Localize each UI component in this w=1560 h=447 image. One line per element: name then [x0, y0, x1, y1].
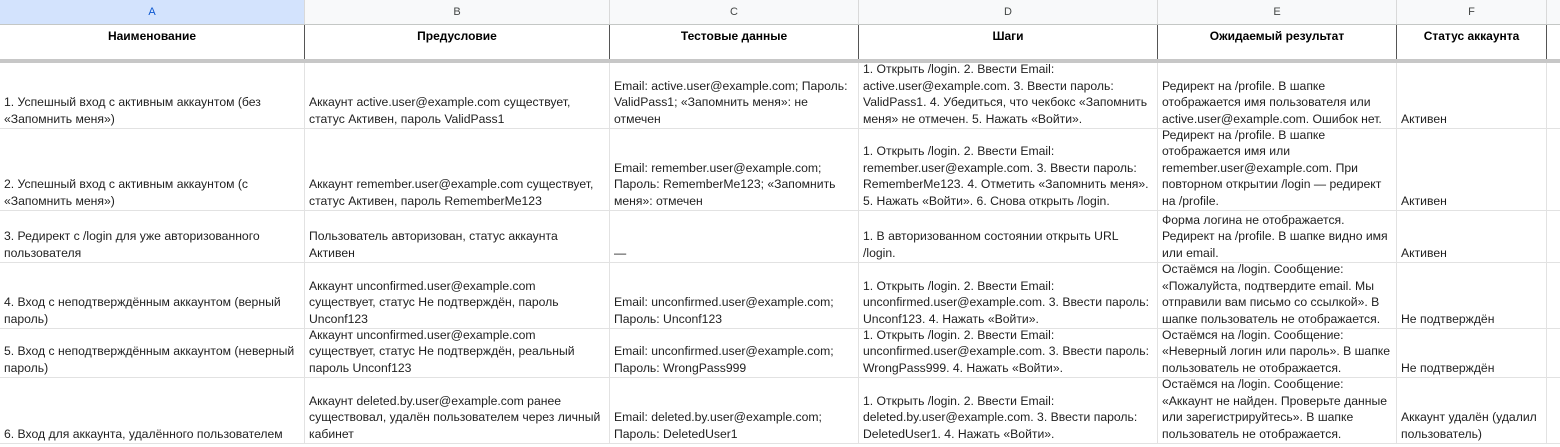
cell-steps[interactable]: 1. Открыть /login. 2. Ввести Email: active.user@example.com. 3. Ввести пароль: ValidPass1. 4. Убедиться, что чекбокс «Запомнить меня» не отмечен. 5. Нажать «Войти».: [859, 63, 1158, 128]
column-header-a[interactable]: A: [0, 0, 305, 24]
table-row: [0, 63, 1560, 129]
cell-expected-result[interactable]: Остаёмся на /login. Сообщение: «Неверный логин или пароль». В шапке пользователь не отображается.: [1158, 329, 1397, 377]
cell-account-status[interactable]: Аккаунт удалён (удалил пользователь): [1397, 378, 1547, 443]
table-row: [0, 211, 1560, 263]
cell-expected-result[interactable]: Редирект на /profile. В шапке отображается имя или remember.user@example.com. При повторном открытии /login — редирект на /profile.: [1158, 129, 1397, 210]
cell-expected-result[interactable]: Редирект на /profile. В шапке отображается имя пользователя или active.user@example.com. Ошибок нет.: [1158, 63, 1397, 128]
cell-expected-result[interactable]: Форма логина не отображается. Редирект на /profile. В шапке видно имя или email.: [1158, 211, 1397, 262]
column-header-bar: [0, 0, 1560, 25]
column-header-d[interactable]: D: [859, 0, 1158, 24]
header-expected-result[interactable]: Ожидаемый результат: [1158, 25, 1397, 59]
header-name[interactable]: Наименование: [0, 25, 305, 59]
table-header-row: [0, 25, 1560, 59]
cell-name[interactable]: 4. Вход с неподтверждённым аккаунтом (верный пароль): [0, 263, 305, 328]
cell-precondition[interactable]: Аккаунт unconfirmed.user@example.com существует, статус Не подтверждён, пароль Unconf123: [305, 263, 610, 328]
header-account-status[interactable]: Статус аккаунта: [1397, 25, 1547, 59]
cell-account-status[interactable]: Не подтверждён: [1397, 263, 1547, 328]
cell-test-data[interactable]: Email: unconfirmed.user@example.com; Пароль: Unconf123: [610, 263, 859, 328]
cell-precondition[interactable]: Аккаунт remember.user@example.com существует, статус Активен, пароль RememberMe123: [305, 129, 610, 210]
column-header-e[interactable]: E: [1158, 0, 1397, 24]
cell-steps[interactable]: 1. Открыть /login. 2. Ввести Email: unconfirmed.user@example.com. 3. Ввести пароль: WrongPass999. 4. Нажать «Войти».: [859, 329, 1158, 377]
cell-steps[interactable]: 1. В авторизованном состоянии открыть URL /login.: [859, 211, 1158, 262]
header-steps[interactable]: Шаги: [859, 25, 1158, 59]
table-row: [0, 378, 1560, 444]
cell-steps[interactable]: 1. Открыть /login. 2. Ввести Email: deleted.by.user@example.com. 3. Ввести пароль: DeletedUser1. 4. Нажать «Войти».: [859, 378, 1158, 443]
cell-precondition[interactable]: Аккаунт unconfirmed.user@example.com существует, статус Не подтверждён, реальный пароль Unconf123: [305, 329, 610, 377]
cell-test-data[interactable]: —: [610, 211, 859, 262]
cell-expected-result[interactable]: Остаёмся на /login. Сообщение: «Пожалуйста, подтвердите email. Мы отправили вам письмо со ссылкой». В шапке пользователь не отображается.: [1158, 263, 1397, 328]
table-row: [0, 329, 1560, 378]
column-header-c[interactable]: C: [610, 0, 859, 24]
cell-precondition[interactable]: Аккаунт active.user@example.com существует, статус Активен, пароль ValidPass1: [305, 63, 610, 128]
cell-test-data[interactable]: Email: remember.user@example.com; Пароль: RememberMe123; «Запомнить меня»: отмечен: [610, 129, 859, 210]
table-row: [0, 263, 1560, 329]
cell-name[interactable]: 5. Вход с неподтверждённым аккаунтом (неверный пароль): [0, 329, 305, 377]
cell-name[interactable]: 2. Успешный вход с активным аккаунтом (с «Запомнить меня»): [0, 129, 305, 210]
cell-steps[interactable]: 1. Открыть /login. 2. Ввести Email: unconfirmed.user@example.com. 3. Ввести пароль: Unconf123. 4. Нажать «Войти».: [859, 263, 1158, 328]
cell-account-status[interactable]: Активен: [1397, 63, 1547, 128]
cell-name[interactable]: 1. Успешный вход с активным аккаунтом (без «Запомнить меня»): [0, 63, 305, 128]
cell-test-data[interactable]: Email: deleted.by.user@example.com; Пароль: DeletedUser1: [610, 378, 859, 443]
table-row: [0, 129, 1560, 211]
cell-precondition[interactable]: Аккаунт deleted.by.user@example.com ранее существовал, удалён пользователем через личный кабинет: [305, 378, 610, 443]
cell-steps[interactable]: 1. Открыть /login. 2. Ввести Email: remember.user@example.com. 3. Ввести пароль: RememberMe123. 4. Отметить «Запомнить меня». 5. Нажать «Войти». 6. Снова открыть /login.: [859, 129, 1158, 210]
cell-test-data[interactable]: Email: active.user@example.com; Пароль: ValidPass1; «Запомнить меня»: не отмечен: [610, 63, 859, 128]
cell-test-data[interactable]: Email: unconfirmed.user@example.com; Пароль: WrongPass999: [610, 329, 859, 377]
cell-name[interactable]: 3. Редирект с /login для уже авторизованного пользователя: [0, 211, 305, 262]
column-header-b[interactable]: B: [305, 0, 610, 24]
header-precondition[interactable]: Предусловие: [305, 25, 610, 59]
cell-account-status[interactable]: Активен: [1397, 211, 1547, 262]
cell-account-status[interactable]: Активен: [1397, 129, 1547, 210]
column-header-f[interactable]: F: [1397, 0, 1547, 24]
cell-precondition[interactable]: Пользователь авторизован, статус аккаунта Активен: [305, 211, 610, 262]
cell-name[interactable]: 6. Вход для аккаунта, удалённого пользователем: [0, 378, 305, 443]
cell-expected-result[interactable]: Остаёмся на /login. Сообщение: «Аккаунт не найден. Проверьте данные или зарегистрируйтесь». В шапке пользователь не отображается.: [1158, 378, 1397, 443]
cell-account-status[interactable]: Не подтверждён: [1397, 329, 1547, 377]
header-test-data[interactable]: Тестовые данные: [610, 25, 859, 59]
